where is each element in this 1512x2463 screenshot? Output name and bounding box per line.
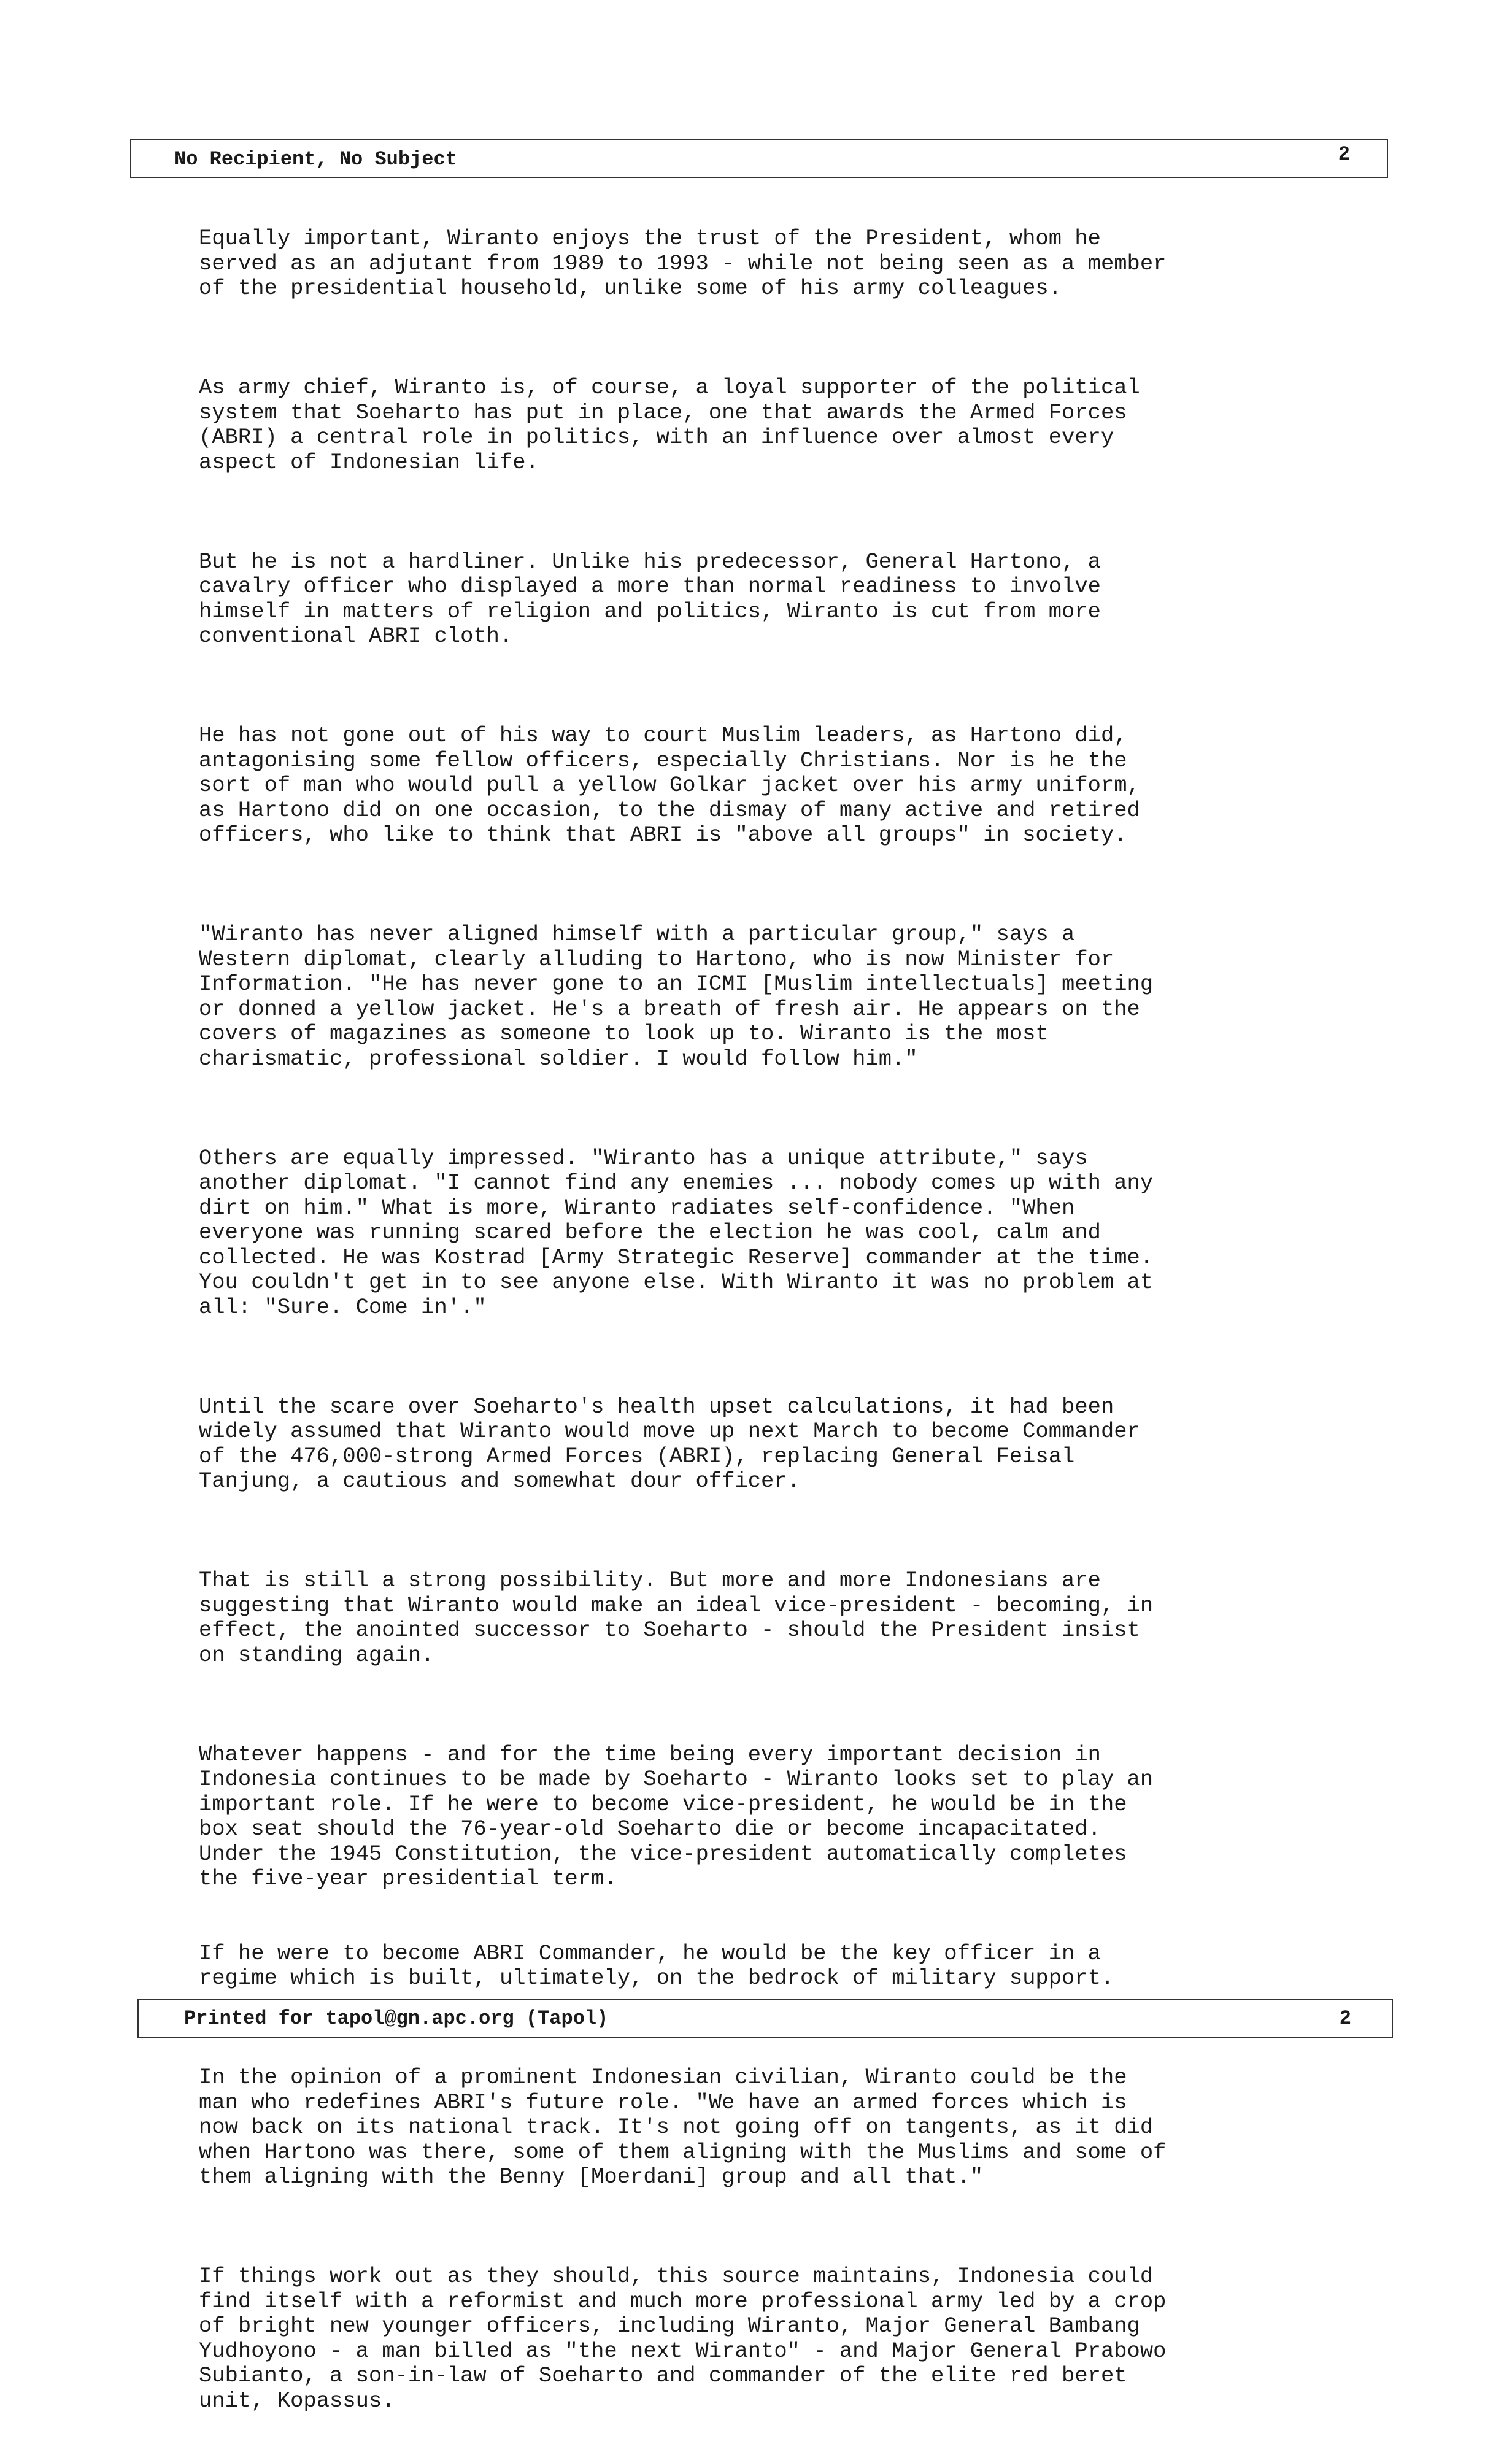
footer-page-number: 2 xyxy=(1339,2007,1351,2030)
document-body xyxy=(199,177,1179,2463)
footer-title: Printed for tapol@gn.apc.org (Tapol) xyxy=(184,2007,609,2030)
paragraph: But he is not a hardliner. Unlike his predecessor, General Hartono, a cavalry officer who displayed a more than normal readiness to involve himself in matters of religion and politics, Wiranto is cut from more conventional ABRI cloth. xyxy=(199,549,1114,649)
paragraph: Whatever happens - and for the time being every important decision in Indonesia continues to be made by Soeharto - Wiranto looks set to play an important role. If he were to become vice-president, he would be in the box seat should the 76-year-old Soeharto die or become incapacitated. Under the 1945 Constitution, the vice-president automatically completes the five-year presidential term. xyxy=(199,1741,1167,1891)
paragraph: "Wiranto has never aligned himself with a particular group," says a Western diplomat, clearly alluding to Hartono, who is now Minister for Information. "He has never gone to an ICMI [Muslim intellectuals] meeting or donned a yellow jacket. He's a breath of fresh air. He appears on the covers of magazines as someone to look up to. Wiranto is the most charismatic, professional soldier. I would follow him." xyxy=(199,922,1167,1071)
paragraph: If things work out as they should, this source maintains, Indonesia could find itself with a reformist and much more professional army led by a crop of bright new younger officers, including Wiranto, Major General Bambang Yudhoyono - a man billed as "the next Wiranto" - and Major General Prabowo Subianto, a son-in-law of Soeharto and commander of the elite red beret unit, Kopassus. xyxy=(199,2264,1179,2413)
paragraph: Until the scare over Soeharto's health upset calculations, it had been widely assumed that Wiranto would move up next March to become Commander of the 476,000-strong Armed Forces (ABRI), replacing General Feisal Tanjung, a cautious and somewhat dour officer. xyxy=(199,1393,1154,1494)
page-footer xyxy=(137,1999,1393,2038)
paragraph: As army chief, Wiranto is, of course, a loyal supporter of the political system that Soeharto has put in place, one that awards the Armed Forces (ABRI) a central role in politics, with an influence over almost every aspect of Indonesian life. xyxy=(199,375,1154,475)
paragraph: That is still a strong possibility. But more and more Indonesians are suggesting that Wiranto would make an ideal vice-president - becoming, in effect, the anointed successor to Soeharto - should the President insist on standing again. xyxy=(199,1568,1167,1668)
page-header xyxy=(130,139,1388,178)
paragraph: Equally important, Wiranto enjoys the trust of the President, whom he served as an adjutant from 1989 to 1993 - while not being seen as a member of the presidential household, unlike some of his army colleagues. xyxy=(199,226,1179,301)
paragraph: Others are equally impressed. "Wiranto has a unique attribute," says another diplomat. "I cannot find any enemies ... nobody comes up with any dirt on him." What is more, Wiranto radiates self-confidence. "When everyone was running scared before the election he was cool, calm and collected. He was Kostrad [Army Strategic Reserve] commander at the time. You couldn't get in to see anyone else. With Wiranto it was no problem at all: "Sure. Come in'." xyxy=(199,1145,1167,1320)
paragraph: He has not gone out of his way to court Muslim leaders, as Hartono did, antagonising some fellow officers, especially Christians. Nor is he the sort of man who would pull a yellow Golkar jacket over his army uniform, as Hartono did on one occasion, to the dismay of many active and retired officers, who like to think that ABRI is "above all groups" in society. xyxy=(199,723,1154,847)
paragraph: In the opinion of a prominent Indonesian civilian, Wiranto could be the man who redefines ABRI's future role. "We have an armed forces which is now back on its national track. It's not going off on tangents, as it did when Hartono was there, some of them aligning with the Muslims and some of them aligning with the Benny [Moerdani] group and all that." xyxy=(199,2065,1179,2189)
paragraph: If he were to become ABRI Commander, he would be the key officer in a regime which is built, ultimately, on the bedrock of military support. xyxy=(199,1940,1114,1991)
header-page-number: 2 xyxy=(1338,143,1350,166)
header-title: No Recipient, No Subject xyxy=(174,148,457,171)
